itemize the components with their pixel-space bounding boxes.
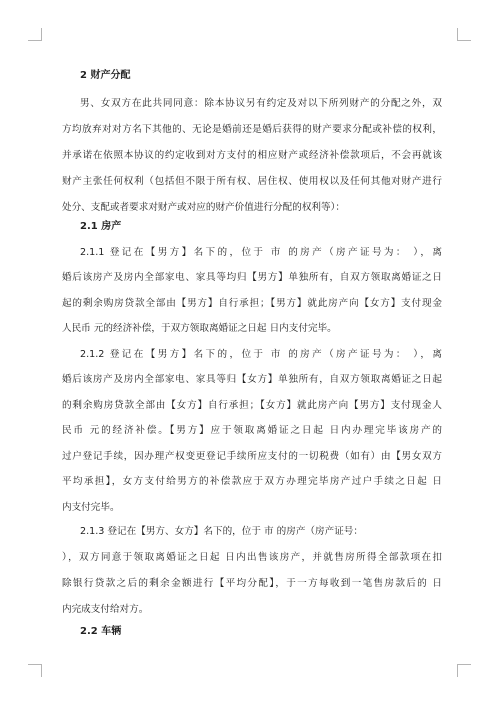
paragraph-line: 内支付完毕。: [62, 502, 120, 513]
subsection-title-vehicle: 2.2 车辆: [80, 626, 122, 637]
crop-mark-bottom-right-v: [457, 664, 458, 677]
subsection-title-house: 2.1 房产: [80, 221, 122, 232]
paragraph-line: 2.1.1 登记在【男方】名下的，位于 市 的房产（房产证号为： ），离: [80, 247, 442, 258]
crop-mark-bottom-left-v: [41, 664, 42, 677]
paragraph-line: 内完成支付给对方。: [62, 604, 149, 615]
paragraph-line: 2.1.2 登记在【男方】名下的，位于 市 的房产（房产证号为： ），离: [80, 349, 442, 360]
paragraph-line: 过户登记手续，因办理产权变更登记手续所应支付的一切税费（如有）由【男女双方: [62, 451, 442, 462]
paragraph-line: 平均承担】，女方支付给男方的补偿款应于双方办理完毕房产过户手续之日起 日: [62, 476, 442, 487]
section-title: 2 财产分配: [80, 70, 131, 81]
paragraph-line: 人民币 元的经济补偿，于双方领取离婚证之日起 日内支付完毕。: [62, 323, 337, 334]
crop-mark-bottom-right-h: [457, 664, 471, 665]
crop-mark-bottom-left-h: [28, 664, 42, 665]
paragraph-line: 男、女双方在此共同同意：除本协议另有约定及对以下所列财产的分配之外，双: [80, 98, 442, 109]
crop-mark-top-left-v: [41, 28, 42, 41]
paragraph-line: 除银行贷款之后的剩余金额进行【平均分配】，于一方每收到一笔售房款后的 日: [62, 578, 442, 589]
paragraph-line: 方均放弃对对方名下其他的、无论是婚前还是婚后获得的财产要求分配或补偿的权利，: [62, 124, 442, 135]
paragraph-line: 处分、支配或者要求对财产或对应的财产价值进行分配的权利等）：: [62, 202, 346, 213]
paragraph-line: 起的剩余购房贷款全部由【男方】自行承担；【男方】就此房产向【女方】支付现金: [62, 298, 442, 309]
crop-mark-top-right-v: [457, 28, 458, 41]
crop-mark-top-right-h: [457, 40, 471, 41]
paragraph-line: 并承诺在依照本协议的约定收到对方支付的相应财产或经济补偿款项后，不会再就该: [62, 150, 442, 161]
paragraph-line: 婚后该房产及房内全部家电、家具等均归【男方】单独所有，自双方领取离婚证之日: [62, 272, 442, 283]
paragraph-line: 的剩余购房贷款全部由【女方】自行承担；【女方】就此房产向【男方】支付现金人: [62, 400, 442, 411]
paragraph-line: 民币 元的经济补偿。【男方】应于领取离婚证之日起 日内办理完毕该房产的: [62, 425, 442, 436]
paragraph-line: 婚后该房产及房内全部家电、家具等归【女方】单独所有，自双方领取离婚证之日起: [62, 374, 442, 385]
paragraph-line: 2.1.3 登记在【男方、女方】名下的，位于 市 的房产（房产证号：: [80, 526, 363, 537]
crop-mark-top-left-h: [28, 40, 42, 41]
paragraph-line: ），双方同意于领取离婚证之日起 日内出售该房产，并就售房所得全部款项在扣: [62, 552, 442, 563]
paragraph-line: 财产主张任何权利（包括但不限于所有权、居住权、使用权以及任何其他对财产进行: [62, 176, 442, 187]
